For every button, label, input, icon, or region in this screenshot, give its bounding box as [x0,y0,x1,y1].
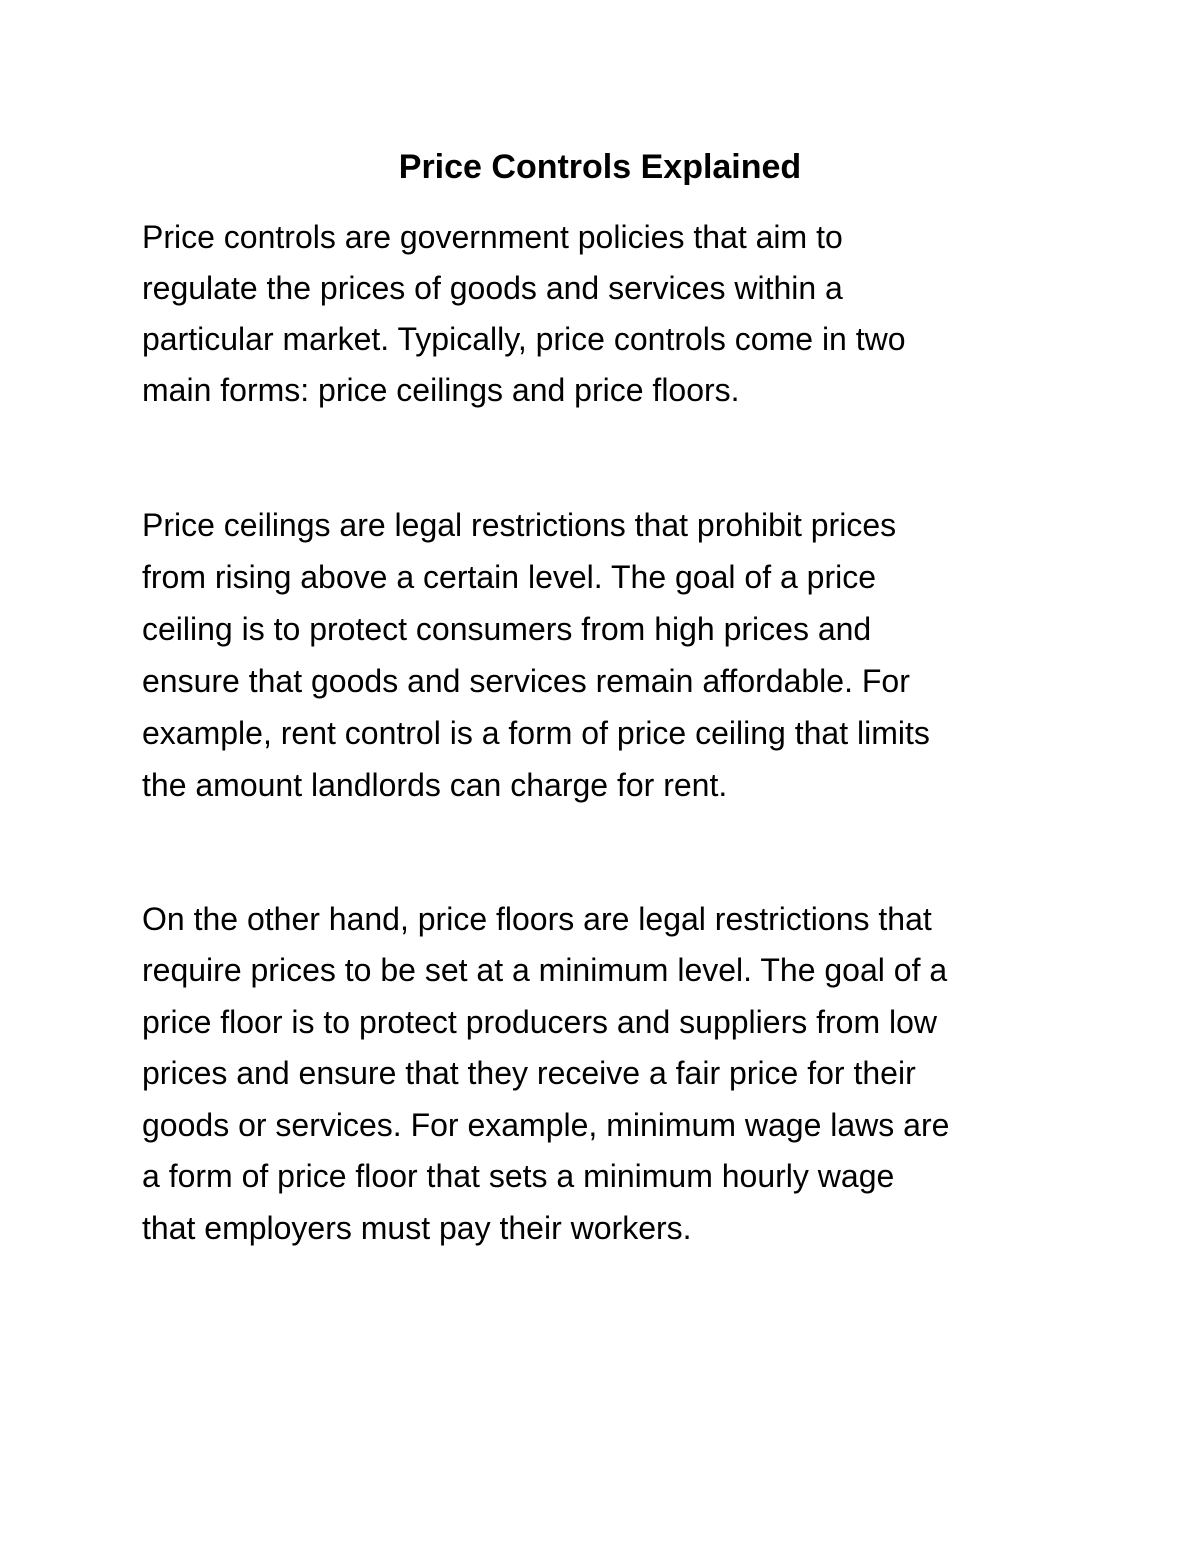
paragraph-line: ceiling is to protect consumers from high prices and [142,611,872,647]
paragraph-line: example, rent control is a form of price ceiling that limits [142,715,930,751]
paragraph-line: require prices to be set at a minimum level. The goal of a [142,952,948,988]
paragraph-line: goods or services. For example, minimum wage laws are [142,1107,950,1143]
paragraph-line: that employers must pay their workers. [142,1210,692,1246]
paragraph-line: a form of price floor that sets a minimum hourly wage [142,1158,895,1194]
document-title: Price Controls Explained [398,148,802,186]
paragraph-line: price floor is to protect producers and suppliers from low [142,1004,938,1040]
paragraph-line: regulate the prices of goods and services within a [142,270,843,306]
paragraph-line: On the other hand, price floors are legal restrictions that [142,901,932,937]
paragraph-line: particular market. Typically, price controls come in two [142,321,906,357]
paragraph-line: Price controls are government policies that aim to [142,219,843,255]
paragraph-line: ensure that goods and services remain affordable. For [142,663,910,699]
paragraph-line: the amount landlords can charge for rent. [142,767,728,803]
paragraph-line: from rising above a certain level. The goal of a price [142,559,877,595]
paragraph-line: Price ceilings are legal restrictions that prohibit prices [142,507,897,543]
paragraph-line: prices and ensure that they receive a fair price for their [142,1055,916,1091]
paragraph-line: main forms: price ceilings and price floors. [142,372,740,408]
